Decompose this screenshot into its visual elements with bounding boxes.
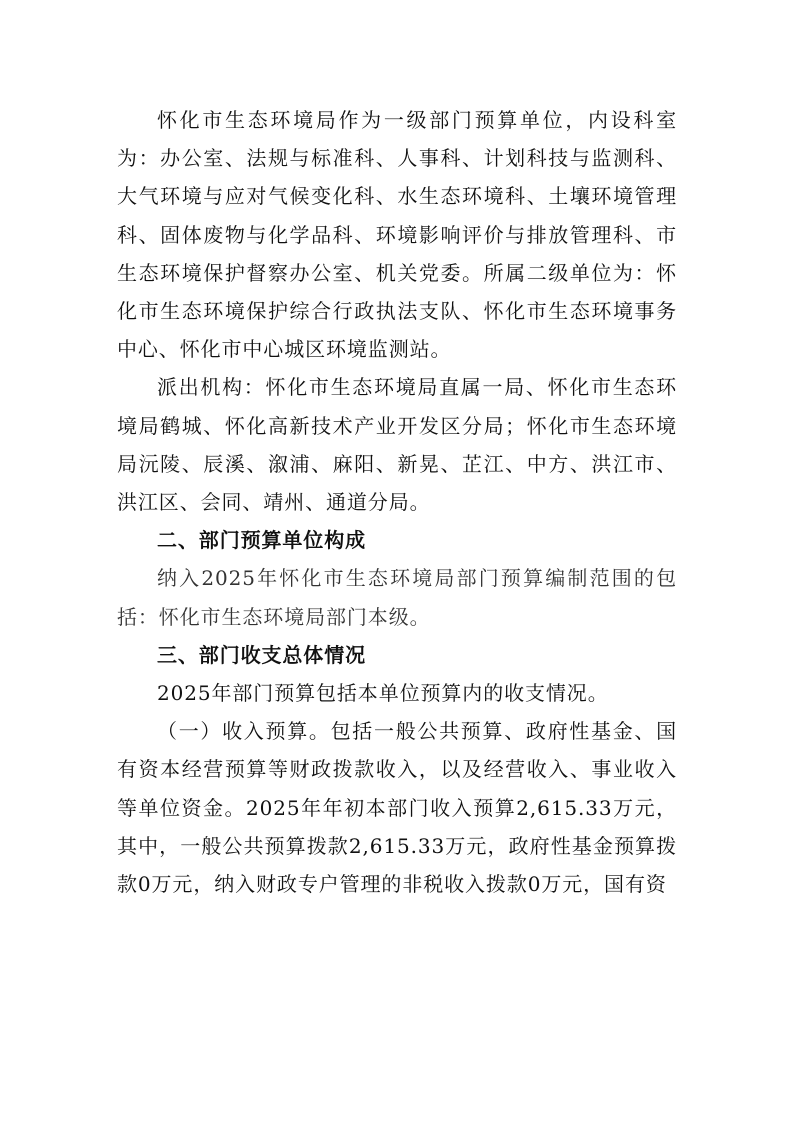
paragraph-dispatched-agencies: 派出机构：怀化市生态环境局直属一局、怀化市生态环境局鹤城、怀化高新技术产业开发区分局；怀化市生态环境局沅陵、辰溪、溆浦、麻阳、新晃、芷江、中方、洪江市、洪江区、会同、靖州、通道分局。 [117, 375, 677, 515]
paragraph-budget-overview: 2025年部门预算包括本单位预算内的收支情况。 [157, 681, 609, 706]
section-heading-overall-budget: 三、部门收支总体情况 [157, 642, 366, 667]
paragraph-internal-structure: 怀化市生态环境局作为一级部门预算单位，内设科室为：办公室、法规与标准科、人事科、计划科技与监测科、大气环境与应对气候变化科、水生态环境科、土壤环境管理科、固体废物与化学品科、环境影响评价与排放管理科、市生态环境保护督察办公室、机关党委。所属二级单位为：怀化市生态环境保护综合行政执法支队、怀化市生态环境事务中心、怀化市中心城区环境监测站。 [117, 108, 677, 362]
paragraph-budget-scope: 纳入2025年怀化市生态环境局部门预算编制范围的包括：怀化市生态环境局部门本级。 [117, 566, 677, 629]
paragraph-income-budget: （一）收入预算。包括一般公共预算、政府性基金、国有资本经营预算等财政拨款收入，以及经营收入、事业收入等单位资金。2025年年初本部门收入预算2,615.33万元，其中，一般公共预算拨款2,615.33万元，政府性基金预算拨款0万元，纳入财政专户管理的非税收入拨款0万元，国有资 [117, 719, 677, 897]
section-heading-budget-units: 二、部门预算单位构成 [157, 528, 366, 553]
document-body [117, 101, 677, 903]
